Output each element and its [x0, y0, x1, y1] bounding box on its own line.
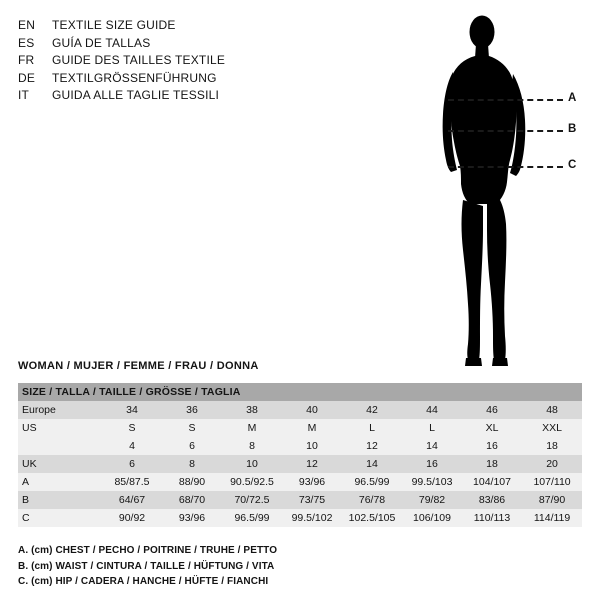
female-silhouette-icon	[420, 10, 590, 370]
table-cell: 14	[342, 455, 402, 473]
note-hip: C. (cm) HIP / CADERA / HANCHE / HÜFTE / FIANCHI	[18, 576, 269, 587]
table-cell: 68/70	[162, 491, 222, 509]
table-cell: 110/113	[462, 509, 522, 527]
table-cell: 70/72.5	[222, 491, 282, 509]
table-cell: 34	[102, 401, 162, 419]
table-cell: 76/78	[342, 491, 402, 509]
row-label: UK	[18, 455, 102, 473]
language-title: TEXTILE SIZE GUIDE	[52, 18, 176, 32]
table-cell: 87/90	[522, 491, 582, 509]
table-group-title: WOMAN / MUJER / FEMME / FRAU / DONNA	[18, 360, 259, 372]
table-cell: 102.5/105	[342, 509, 402, 527]
table-cell: 46	[462, 401, 522, 419]
table-cell: 107/110	[522, 473, 582, 491]
table-cell: 4	[102, 437, 162, 455]
table-cell: 96.5/99	[342, 473, 402, 491]
table-header-label: SIZE / TALLA / TAILLE / GRÖSSE / TAGLIA	[18, 383, 582, 401]
row-label: C	[18, 509, 102, 527]
hip-measure-line	[448, 166, 563, 168]
language-code: IT	[18, 88, 30, 102]
table-cell: 104/107	[462, 473, 522, 491]
table-cell: 10	[282, 437, 342, 455]
table-cell: 79/82	[402, 491, 462, 509]
table-row	[18, 419, 582, 437]
language-row	[18, 88, 348, 106]
table-header-row	[18, 383, 582, 401]
table-cell: 73/75	[282, 491, 342, 509]
chest-measure-line	[448, 99, 563, 101]
size-table	[18, 383, 582, 527]
table-cell: 8	[162, 455, 222, 473]
table-cell: 96.5/99	[222, 509, 282, 527]
language-title: TEXTILGRÖSSENFÜHRUNG	[52, 70, 217, 85]
language-title: GUIDA ALLE TAGLIE TESSILI	[52, 88, 220, 102]
table-row	[18, 491, 582, 509]
table-cell: 20	[522, 455, 582, 473]
note-waist: B. (cm) WAIST / CINTURA / TAILLE / HÜFTUNG / VITA	[18, 560, 275, 572]
table-cell: XXL	[522, 419, 582, 437]
table-cell: 16	[402, 455, 462, 473]
table-row	[18, 509, 582, 527]
measure-label-b: B	[568, 123, 577, 135]
row-label	[18, 437, 102, 455]
language-header-block	[18, 18, 348, 106]
table-cell: 18	[462, 455, 522, 473]
table-cell: L	[402, 419, 462, 437]
table-cell: 64/67	[102, 491, 162, 509]
table-cell: 99.5/103	[402, 473, 462, 491]
table-cell: 16	[462, 437, 522, 455]
table-row	[18, 455, 582, 473]
table-cell: 83/86	[462, 491, 522, 509]
table-cell: 8	[222, 437, 282, 455]
table-cell: XL	[462, 419, 522, 437]
language-row	[18, 18, 348, 36]
table-cell: 99.5/102	[282, 509, 342, 527]
language-title: GUIDE DES TAILLES TEXTILE	[52, 53, 226, 67]
table-cell: 114/119	[522, 509, 582, 527]
measure-label-a: A	[568, 92, 577, 104]
language-code: EN	[18, 18, 36, 32]
language-row	[18, 71, 348, 89]
language-row	[18, 53, 348, 71]
table-cell: 36	[162, 401, 222, 419]
row-label: B	[18, 491, 102, 509]
table-cell: S	[102, 419, 162, 437]
note-chest: A. (cm) CHEST / PECHO / POITRINE / TRUHE / PETTO	[18, 545, 278, 556]
table-cell: M	[282, 419, 342, 437]
language-code: FR	[18, 53, 35, 67]
table-cell: 42	[342, 401, 402, 419]
table-row	[18, 437, 582, 455]
waist-measure-line	[448, 130, 563, 132]
language-title: GUÍA DE TALLAS	[52, 35, 151, 50]
table-cell: 40	[282, 401, 342, 419]
measurement-notes	[18, 543, 582, 590]
table-cell: 106/109	[402, 509, 462, 527]
table-cell: 6	[102, 455, 162, 473]
measure-label-c: C	[568, 159, 577, 171]
table-cell: 90.5/92.5	[222, 473, 282, 491]
table-cell: L	[342, 419, 402, 437]
table-cell: 6	[162, 437, 222, 455]
table-cell: 48	[522, 401, 582, 419]
table-row	[18, 401, 582, 419]
table-cell: 14	[402, 437, 462, 455]
table-cell: 93/96	[162, 509, 222, 527]
table-cell: 18	[522, 437, 582, 455]
row-label: US	[18, 419, 102, 437]
table-cell: 85/87.5	[102, 473, 162, 491]
language-code: DE	[18, 70, 36, 85]
language-code: ES	[18, 35, 35, 50]
table-row	[18, 473, 582, 491]
table-cell: 10	[222, 455, 282, 473]
table-cell: S	[162, 419, 222, 437]
language-row	[18, 36, 348, 54]
table-cell: 88/90	[162, 473, 222, 491]
table-cell: 12	[282, 455, 342, 473]
row-label: A	[18, 473, 102, 491]
table-cell: 44	[402, 401, 462, 419]
body-figure	[420, 10, 590, 370]
table-cell: 90/92	[102, 509, 162, 527]
row-label: Europe	[18, 401, 102, 419]
table-cell: M	[222, 419, 282, 437]
table-cell: 38	[222, 401, 282, 419]
table-cell: 12	[342, 437, 402, 455]
table-cell: 93/96	[282, 473, 342, 491]
